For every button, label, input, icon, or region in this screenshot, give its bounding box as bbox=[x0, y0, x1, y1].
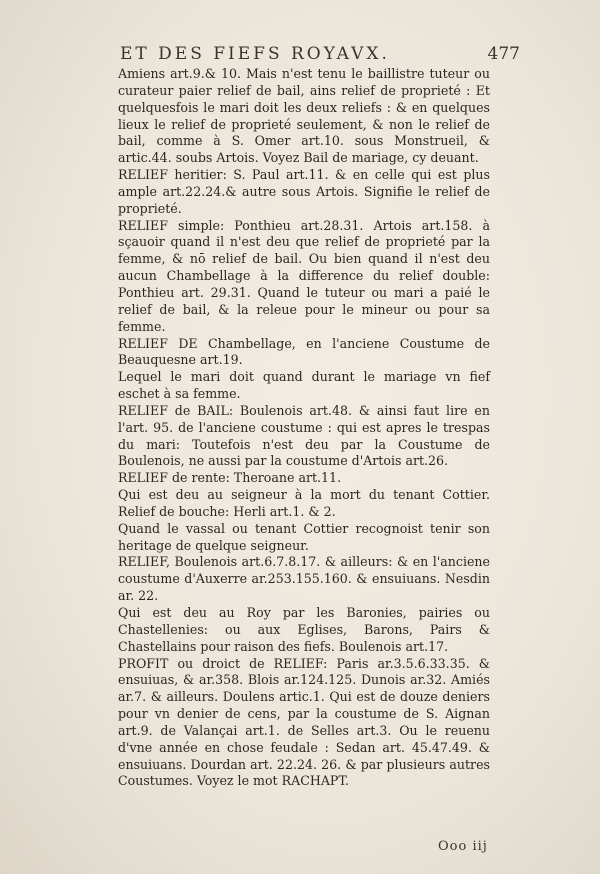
running-title: ET DES FIEFS ROYAVX. bbox=[120, 44, 390, 64]
paragraph: Qui est deu au Roy par les Baronies, pairies ou Chastellenies: ou aux Eglises, Barons, Pairs & Chastellains pour raison des fiefs. Boulenois art.17. bbox=[118, 605, 490, 654]
paragraph: RELIEF heritier: S. Paul art.11. & en celle qui est plus ample art.22.24.& autre sous Artois. Signifie le relief de proprieté. bbox=[118, 167, 490, 216]
paragraph: RELIEF simple: Ponthieu art.28.31. Artois art.158. à sçauoir quand il n'est deu que relief de proprieté par la femme, & nō relief de bail. Ou bien quand il n'est deu aucun Chambellage à la difference du relief double: Ponthieu art. 29.31. Quand le tuteur ou mari a paié le relief de bail, & la releue pour le mineur ou pour sa femme. bbox=[118, 217, 490, 334]
signature-mark: Ooo iij bbox=[438, 839, 488, 854]
paragraph: Lequel le mari doit quand durant le mariage vn fief eschet à sa femme. bbox=[118, 369, 490, 402]
paragraph: Amiens art.9.& 10. Mais n'est tenu le baillistre tuteur ou curateur paier relief de bail, ains relief de proprieté : Et quelquesfois le mari doit les deux reliefs : & en quelques lieux le relief de proprieté seulement, & non le relief de bail, comme à S. Omer art.10. sous Monstrueil, & artic.44. soubs Artois. Voyez Bail de mariage, cy deuant. bbox=[118, 66, 490, 166]
page-header bbox=[120, 44, 520, 68]
paragraph: RELIEF de BAIL: Boulenois art.48. & ainsi faut lire en l'art. 95. de l'anciene coustume : qui est apres le trespas du mari: Toutefois n'est deu par la Coustume de Boulenois, ne aussi par la coustume d'Artois art.26. bbox=[118, 402, 490, 469]
text-block bbox=[118, 66, 490, 790]
paragraph: Qui est deu au seigneur à la mort du tenant Cottier. Relief de bouche: Herli art.1. & 2. bbox=[118, 487, 490, 519]
paragraph: RELIEF, Boulenois art.6.7.8.17. & ailleurs: & en l'anciene coustume d'Auxerre ar.253.155.160. & ensuiuans. Nesdin ar. 22. bbox=[118, 554, 490, 604]
paragraph: Quand le vassal ou tenant Cottier recognoist tenir son heritage de quelque seigneur. bbox=[118, 520, 490, 553]
paragraph: RELIEF DE Chambellage, en l'anciene Coustume de Beauquesne art.19. bbox=[118, 335, 490, 368]
page-number: 477 bbox=[487, 44, 520, 64]
paragraph: PROFIT ou droict de RELIEF: Paris ar.3.5.6.33.35. & ensuiuas, & ar.358. Blois ar.124.125. Dunois ar.32. Amiés ar.7. & ailleurs. Doulens artic.1. Qui est de douze deniers pour vn denier de cens, par la coustume de S. Aignan art.9. de Valançai art.1. de Selles art.3. Ou le reuenu d'vne année en chose feudale : Sedan art. 45.47.49. & ensuiuans. Dourdan art. 22.24. 26. & par plusieurs autres Coustumes. Voyez le mot RACHAPT. bbox=[118, 655, 490, 789]
paragraph: RELIEF de rente: Theroane art.11. bbox=[118, 470, 342, 486]
